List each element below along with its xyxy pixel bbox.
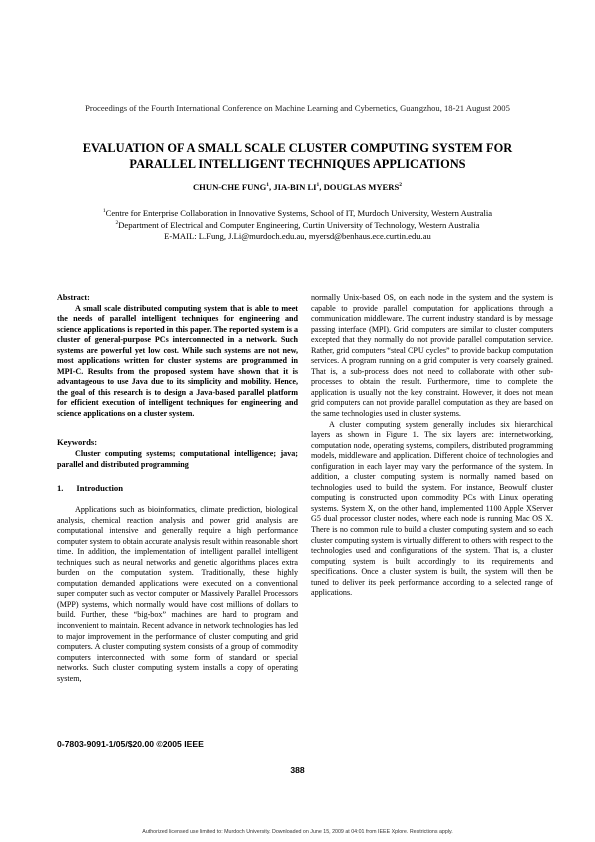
paper-title: EVALUATION OF A SMALL SCALE CLUSTER COMPUTING SYSTEM FOR PARALLEL INTELLIGENT TECHNIQUES APPLICATIONS	[82, 141, 513, 171]
section-title: Introduction	[76, 483, 123, 493]
author-superscript: 2	[399, 182, 403, 189]
author-superscript: 1	[316, 182, 320, 189]
keywords-body: Cluster computing systems; computational intelligence; java; parallel and distributed programming	[57, 449, 298, 469]
affiliation-line	[40, 220, 555, 232]
section-number: 1.	[57, 483, 64, 493]
section-heading	[57, 483, 298, 493]
author-list: CHUN-CHE FUNG$^1$, JIA-BIN $LI^1$, DOUGLAS MYERS$^2$	[192, 182, 403, 192]
keywords-heading: Keywords:	[57, 437, 98, 447]
page-number: 388	[290, 765, 305, 775]
abstract-heading: Abstract:	[57, 293, 90, 302]
paragraph: normally Unix-based OS, on each node in the system and the system is capable to provide parallel computation for applications through a communication middleware. The current industry standard is by message passing interface (MPI). Grid computers are similar to cluster computers excepted that they normally do not provide parallel computation service. Rather, grid computers “steal CPU cycles” to provide backup computation services. A program running on a grid computer is very coarsely grained. That is, a sub-process does not need to collaborate with other sub-processes to obtain the result. Furthermore, time to complete the application is usually not the key constraint. However, it does not mean grid computers can not provide parallel computation as they are based on the same technologies used in cluster systems.	[311, 293, 553, 419]
proceedings-header: Proceedings of the Fourth International Conference on Machine Learning and Cybernetics, Guangzhou, 18-21 August 2005	[85, 103, 510, 113]
abstract	[57, 293, 298, 420]
intro-column-right	[311, 293, 553, 599]
paragraph: A cluster computing system generally includes six hierarchical layers as shown in Figure 1. The six layers are: internetworking, computation node, operating systems, compilers, distributed programming models, middleware and application. Different choice of technologies and configuration in each layer may vary the performance of the system. In addition, a cluster computing system is normally named based on technologies used to build the system. For instance, Beowulf cluster computing is constructed upon commodity PCs with Linux operating systems. System X, on the other hand, implemented 1100 Apple XServer G5 dual processor cluster nodes, where each node is running Mac OS X. There is no common rule to build a cluster computing system and so each cluster computing system is virtually different to others with respect to the technologies used and configurations of the system. That is, a cluster computing system is built accordingly to its requirements and specifications. Once a cluster system is built, the system will then be tuned to deliver its peek performance according to a selected range of applications.	[311, 419, 553, 598]
affiliation-superscript: 2	[115, 219, 119, 226]
affiliation-line	[40, 208, 555, 220]
intro-column-left	[57, 505, 298, 684]
paragraph: Applications such as bioinformatics, climate prediction, biological analysis, chemical reaction analysis and power grid analysis are computational intensive and generally require a high performance computer system to obtain accurate analysis result within reasonable short time. In addition, the implementation of intelligent parallel intelligent techniques such as neural networks and genetic algorithms places extra burden on the computation system. Traditionally, these highly computation demanded applications were executed on a conventional super computer such as vector computer or Massively Parallel Processors (MPP) systems, which normally would have cost millions of dollars to build. Further, these “big-box” machines are hard to program and inconvenient to maintain. Recent advance in network technologies has led to major improvement in the performance of cluster computing and grid computers. A cluster computing system consists of a group of commodity computers interconnected with some form of standard or special networks. Such cluster computing system installs a copy of operating system,	[57, 505, 298, 683]
keywords-text	[57, 449, 298, 470]
affiliation-text: Centre for Enterprise Collaboration in Innovative Systems, School of IT, Murdoch University, Western Australia	[105, 208, 493, 218]
license-footer: Authorized licensed use limited to: Murdoch University. Downloaded on June 15, 2009 at 04:01 from IEEE Xplore. Restrictions apply.	[142, 829, 453, 835]
affiliations	[40, 208, 555, 243]
isbn-copyright: 0-7803-9091-1/05/$20.00 ©2005 IEEE	[57, 739, 204, 749]
author-name: JIA-BIN LI	[273, 182, 317, 192]
author-name: CHUN-CHE FUNG	[192, 182, 267, 192]
affiliation-text: Department of Electrical and Computer Engineering, Curtin University of Technology, Western Australia	[118, 219, 480, 230]
author-superscript: 1	[266, 182, 270, 189]
email-line: E-MAIL: L.Fung, J.Li@murdoch.edu.au, myersd@benhaus.ece.curtin.edu.au	[164, 231, 431, 241]
author-name: DOUGLAS MYERS	[323, 182, 400, 192]
abstract-text: A small scale distributed computing system that is able to meet the needs of parallel intelligent techniques for engineering and science applications is reported in this paper. The reported system is a cluster of general-purpose PCs interconnected in a network. Such systems are powerful yet low cost. While such systems are not new, most applications written for cluster systems are programmed in MPI-C. Results from the proposed system have shown that it is advantageous to use Java due to its simplicity and mobility. Hence, the goal of this research is to design a Java-based parallel platform for efficient execution of intelligent techniques for engineering and science applications on a cluster system.	[57, 303, 298, 419]
affiliation-superscript: 1	[102, 208, 106, 215]
